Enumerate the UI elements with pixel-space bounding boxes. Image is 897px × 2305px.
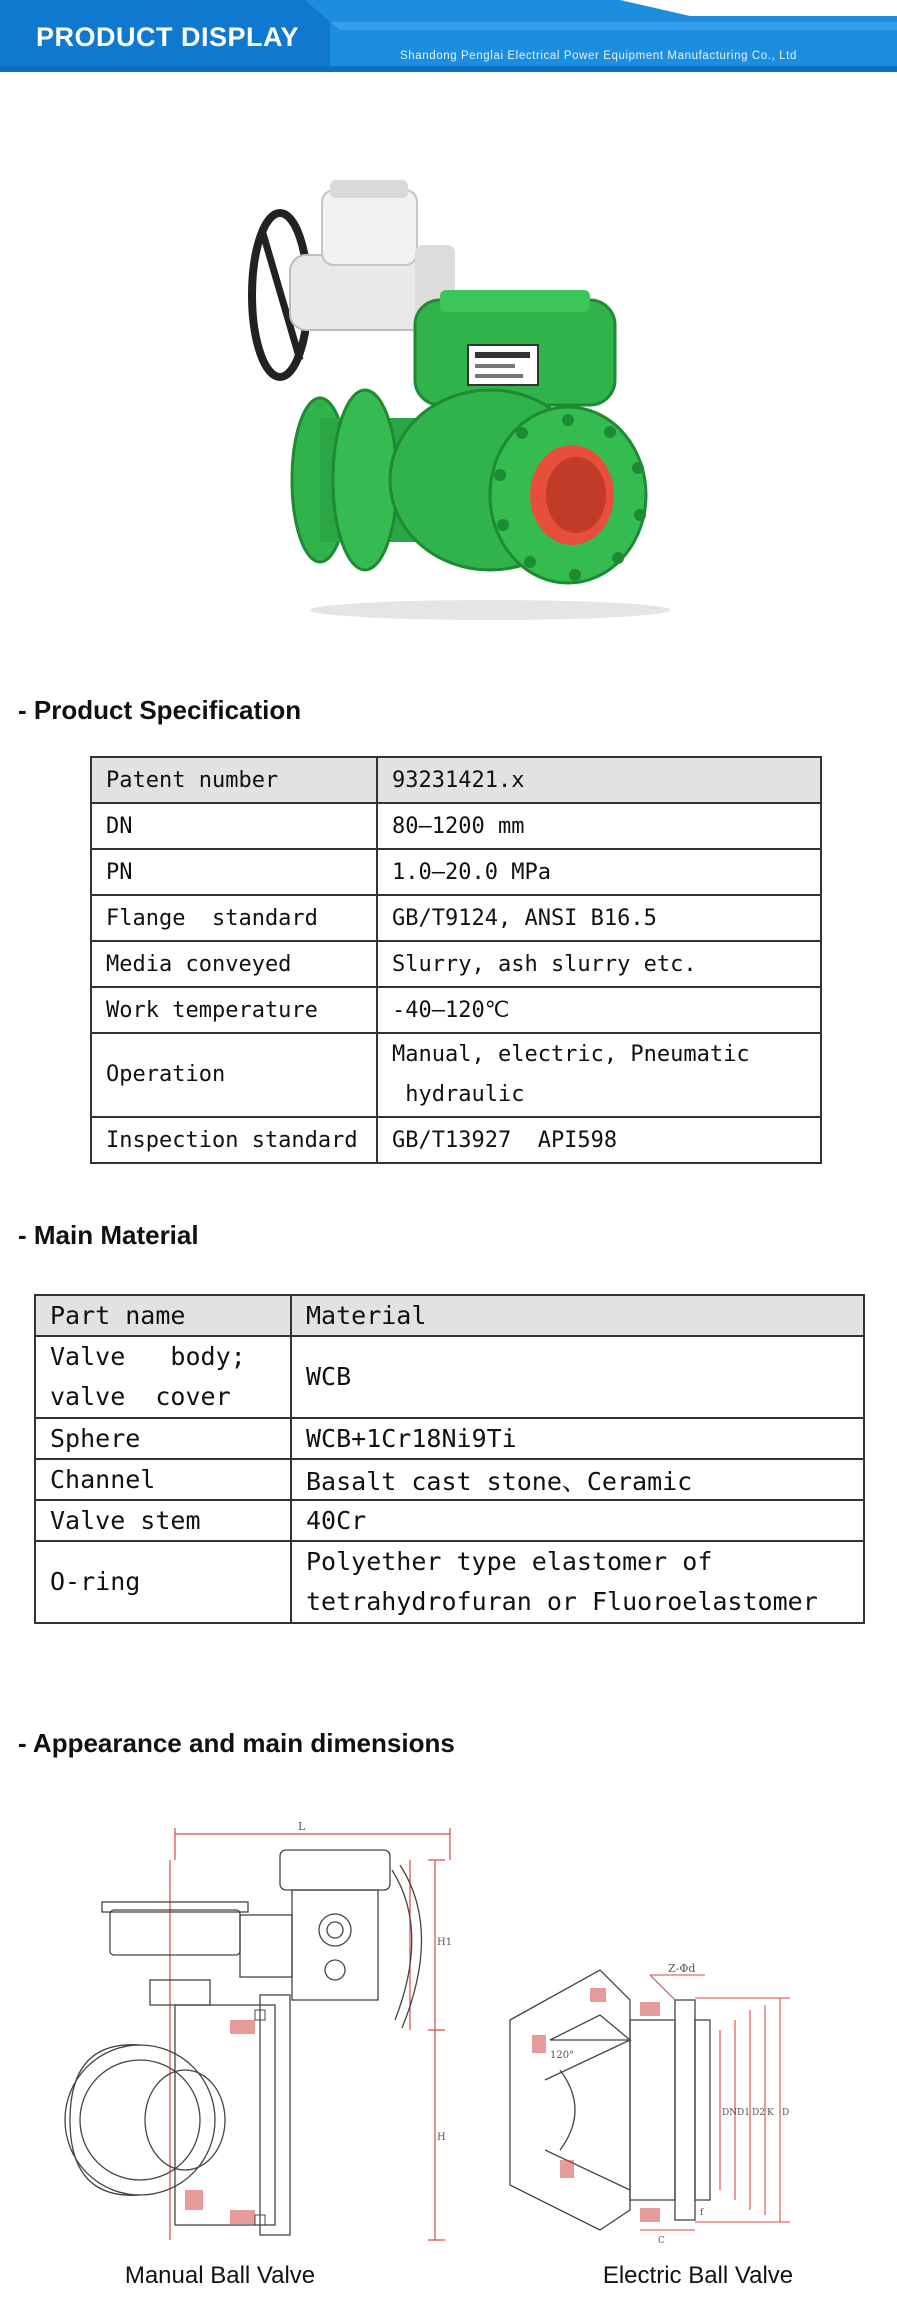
material-value-line: Polyether type elastomer of <box>306 1547 713 1576</box>
spec-value-line: hydraulic <box>392 1082 525 1107</box>
dim-label-h: H <box>437 2132 446 2143</box>
section-heading-material: - Main Material <box>18 1220 199 1250</box>
specification-table <box>90 756 822 1164</box>
spec-value: 1.0—20.0 MPa <box>377 849 821 895</box>
spec-value: 80—1200 mm <box>377 803 821 849</box>
table-row <box>91 895 821 941</box>
table-row <box>91 1117 821 1163</box>
material-value: Basalt cast stone、Ceramic <box>291 1459 864 1500</box>
material-part-line: Valve body; <box>50 1342 246 1371</box>
dim-label: D <box>782 2108 790 2118</box>
dim-label-c: C <box>658 2236 665 2246</box>
material-part: Valve stem <box>35 1500 291 1541</box>
material-part: Sphere <box>35 1418 291 1459</box>
material-part <box>35 1336 291 1418</box>
section-heading-specification: - Product Specification <box>18 695 302 725</box>
company-name: Shandong Penglai Electrical Power Equipment Manufacturing Co., Ltd <box>400 50 797 62</box>
banner-title: PRODUCT DISPLAY <box>36 22 300 52</box>
spec-key: Flange standard <box>91 895 377 941</box>
spec-value: GB/T9124, ANSI B16.5 <box>377 895 821 941</box>
dim-label: K <box>767 2108 774 2118</box>
manual-ball-valve-drawing <box>30 1820 460 2260</box>
dim-label-f: f <box>700 2208 704 2218</box>
table-row <box>91 1033 821 1117</box>
spec-key: PN <box>91 849 377 895</box>
electric-ball-valve-drawing <box>490 1960 870 2260</box>
table-row <box>35 1336 864 1418</box>
ball-valve-product-image <box>200 150 720 630</box>
spec-value-line: Manual, electric, Pneumatic <box>392 1042 750 1067</box>
material-header-material: Material <box>291 1295 864 1336</box>
material-value: 40Cr <box>291 1500 864 1541</box>
dim-label-l: L <box>298 1820 306 1833</box>
dim-label: DN <box>722 2108 738 2118</box>
caption-manual-ball-valve: Manual Ball Valve <box>124 2262 316 2289</box>
spec-value: -40—120℃ <box>377 987 821 1033</box>
material-part: O-ring <box>35 1541 291 1623</box>
spec-key: DN <box>91 803 377 849</box>
dim-label-z: Z-Φd <box>668 1962 696 1975</box>
table-row <box>35 1295 864 1336</box>
dim-label: D2 <box>752 2108 765 2118</box>
material-header-part: Part name <box>35 1295 291 1336</box>
table-row <box>91 987 821 1033</box>
material-value-line: tetrahydrofuran or Fluoroelastomer <box>306 1587 818 1616</box>
caption-electric-ball-valve: Electric Ball Valve <box>602 2262 794 2289</box>
material-value <box>291 1541 864 1623</box>
material-value: WCB+1Cr18Ni9Ti <box>291 1418 864 1459</box>
spec-value <box>377 1033 821 1117</box>
table-row <box>35 1459 864 1500</box>
table-row <box>91 757 821 803</box>
header-banner <box>0 0 897 72</box>
spec-key: Patent number <box>91 757 377 803</box>
table-row <box>91 941 821 987</box>
material-part-line: valve cover <box>50 1382 231 1411</box>
spec-key: Work temperature <box>91 987 377 1033</box>
spec-value: 93231421.x <box>377 757 821 803</box>
dim-label-h1: H1 <box>437 1937 453 1948</box>
table-row <box>35 1418 864 1459</box>
material-part: Channel <box>35 1459 291 1500</box>
spec-value: GB/T13927 API598 <box>377 1117 821 1163</box>
spec-key: Media conveyed <box>91 941 377 987</box>
table-row <box>91 849 821 895</box>
material-value: WCB <box>291 1336 864 1418</box>
table-row <box>91 803 821 849</box>
dim-label: D1 <box>737 2108 750 2118</box>
dim-label-angle: 120° <box>550 2050 575 2061</box>
spec-key: Inspection standard <box>91 1117 377 1163</box>
table-row <box>35 1541 864 1623</box>
section-heading-appearance: - Appearance and main dimensions <box>18 1728 455 1758</box>
material-table <box>34 1294 865 1624</box>
spec-key: Operation <box>91 1033 377 1117</box>
spec-value: Slurry, ash slurry etc. <box>377 941 821 987</box>
table-row <box>35 1500 864 1541</box>
